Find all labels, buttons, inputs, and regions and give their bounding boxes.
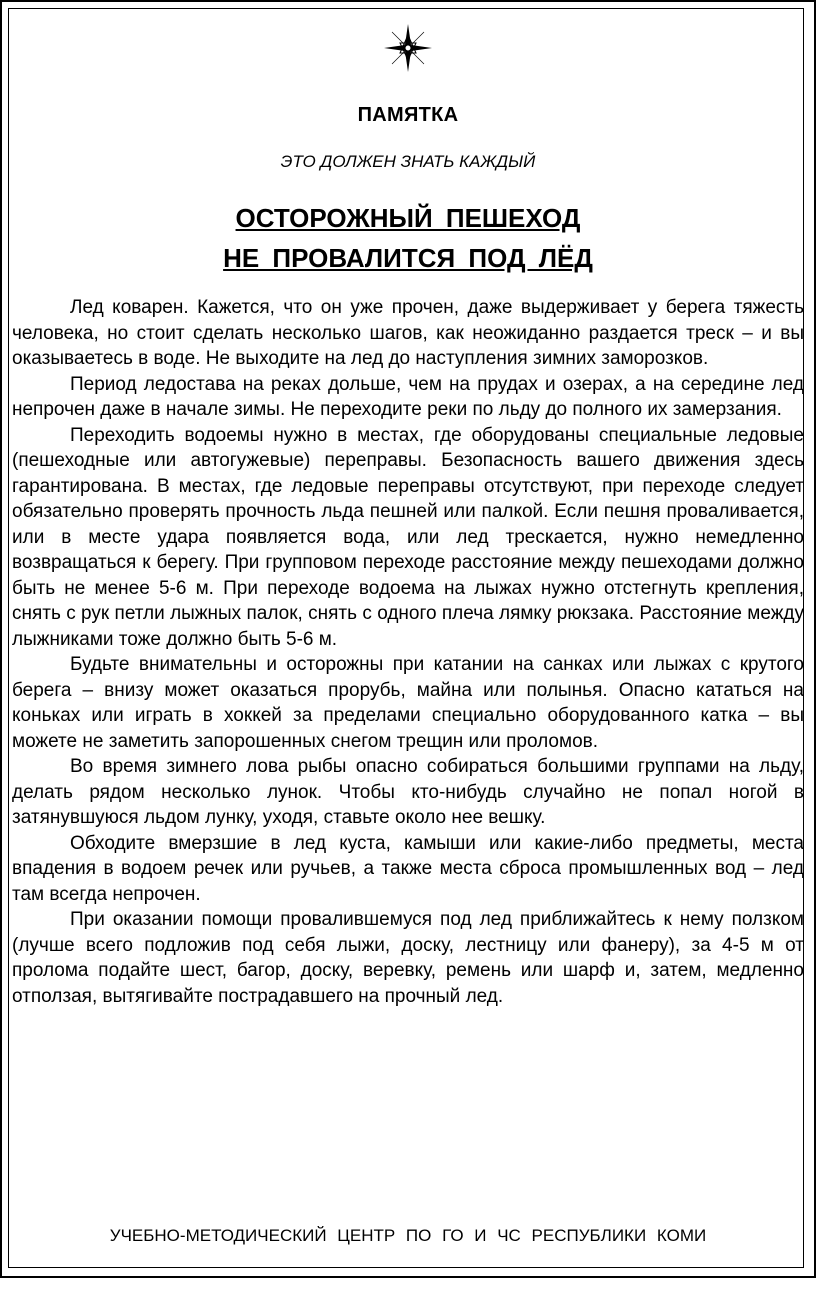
- paragraph: Обходите вмерзшие в лед куста, камыши или какие-либо предметы, места впадения в водоем речек или ручьев, а также места сброса промышленных вод – лед там всегда непрочен.: [12, 832, 804, 905]
- document-subtitle: ЭТО ДОЛЖЕН ЗНАТЬ КАЖДЫЙ: [280, 152, 536, 171]
- headline: [0, 198, 816, 278]
- body-text: [12, 295, 804, 1009]
- paragraph: Период ледостава на реках дольше, чем на прудах и озерах, а на середине лед непрочен даже в начале зимы. Не переходите реки по льду до полного их замерзания.: [12, 373, 804, 420]
- document-title: ПАМЯТКА: [357, 104, 459, 126]
- paragraph: Переходить водоемы нужно в местах, где оборудованы специальные ледовые (пешеходные или автогужевые) переправы. Безопасность вашего движения здесь гарантирована. В местах, где ледовые переправы отсутствуют, при переходе следует обязательно проверять прочность льда пешней или палкой. Если пешня проваливается, или в месте удара появляется вода, или лед трескается, нужно немедленно возвращаться к берегу. При групповом переходе расстояние между пешеходами должно быть не менее 5-6 м. При переходе водоема на лыжах нужно отстегнуть крепления, снять с рук петли лыжных палок, снять с одного плеча лямку рюкзака. Расстояние между лыжниками тоже должно быть 5-6 м.: [12, 424, 804, 650]
- paragraph: Будьте внимательны и осторожны при катании на санках или лыжах с крутого берега – внизу может оказаться прорубь, майна или полынья. Опасно кататься на коньках или играть в хоккей за пределами специально оборудованного катка – вы можете не заметить запорошенных снегом трещин или проломов.: [12, 654, 804, 752]
- compass-star-emblem-icon: [382, 22, 434, 74]
- headline-line-1: ОСТОРОЖНЫЙ ПЕШЕХОД: [235, 203, 581, 233]
- paragraph: Во время зимнего лова рыбы опасно собираться большими группами на льду, делать рядом несколько лунок. Чтобы кто-нибудь случайно не попал ногой в затянувшуюся льдом лунку, уходя, ставьте около нее вешку.: [12, 756, 804, 828]
- paragraph: При оказании помощи провалившемуся под лед приближайтесь к нему ползком (лучше всего подложив под себя лыжи, доску, лестницу или фанеру), за 4-5 м от пролома подайте шест, багор, доску, веревку, ремень или шарф и, затем, медленно отползая, вытягивайте пострадавшего на прочный лед.: [12, 909, 804, 1007]
- paragraph: Лед коварен. Кажется, что он уже прочен, даже выдерживает у берега тяжесть человека, но стоит сделать несколько шагов, как неожиданно раздается треск – и вы оказываетесь в воде. Не выходите на лед до наступления зимних заморозков.: [12, 297, 804, 369]
- headline-line-2: НЕ ПРОВАЛИТСЯ ПОД ЛЁД: [223, 243, 593, 273]
- footer-organization: УЧЕБНО-МЕТОДИЧЕСКИЙ ЦЕНТР ПО ГО И ЧС РЕСПУБЛИКИ КОМИ: [109, 1226, 707, 1245]
